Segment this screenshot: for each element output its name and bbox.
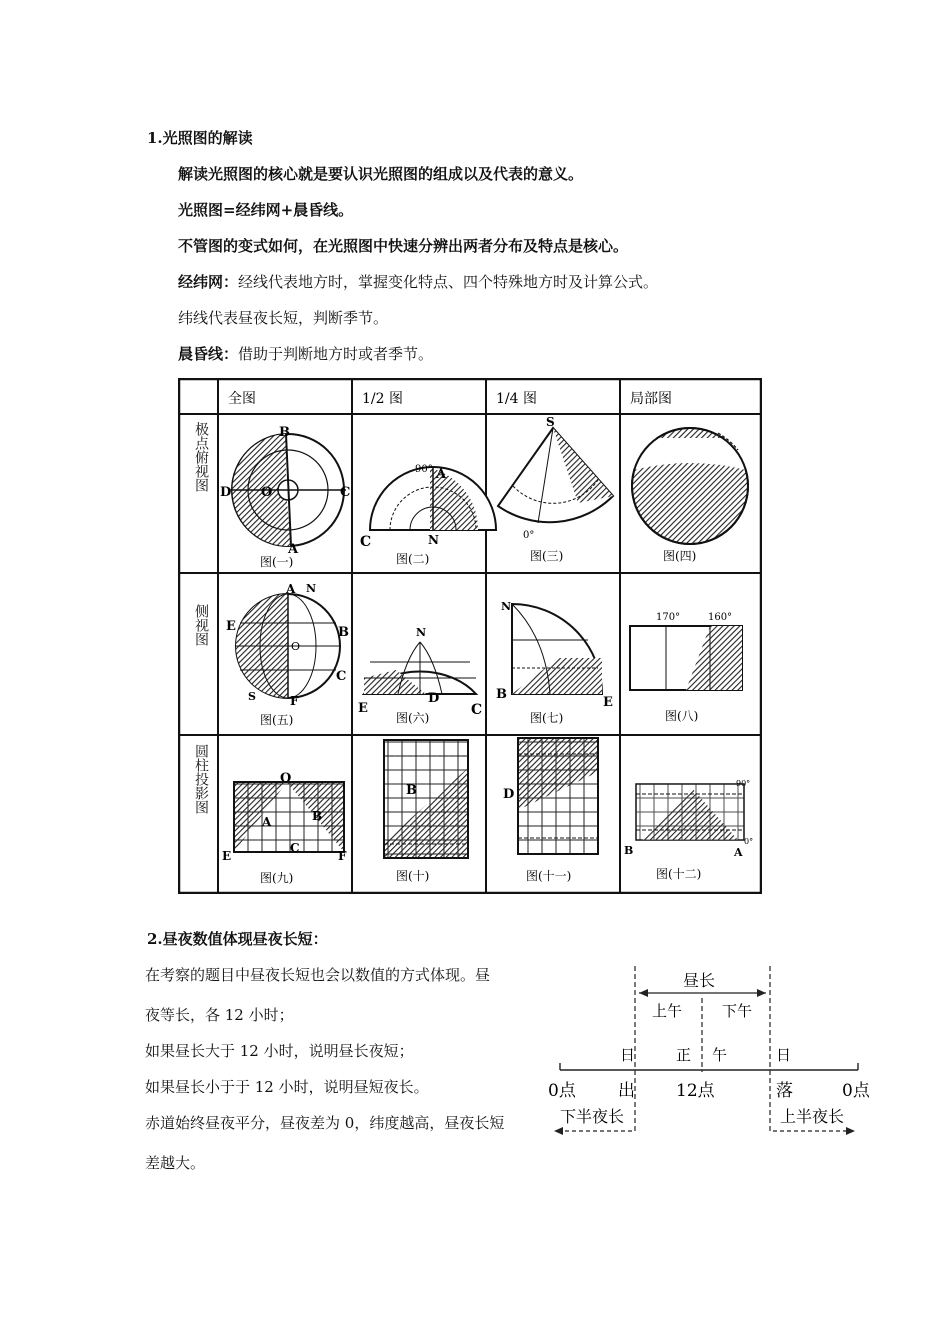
label-second-half-night: 下半夜长 [560,1107,625,1126]
f9-label-O: O [280,771,292,786]
row-header-polar: 极点俯视图 [193,422,209,492]
col-header-half: 1/2 图 [362,391,403,407]
f6-label-E: E [358,701,368,716]
section2-title: 2.昼夜数值体现昼夜长短： [147,930,328,948]
f11-label-D: D [503,787,515,802]
f1-label-C: C [340,485,351,500]
f8-label-170: 170° [656,612,681,623]
f2-label-A: A [436,467,447,482]
col-header-partial: 局部图 [630,391,672,407]
col-header-quarter: 1/4 图 [496,391,537,407]
f5-label-A: A [286,582,296,596]
caption-8: 图(八) [665,709,699,723]
f12-label-A: A [734,846,743,859]
f1-label-D: D [220,485,232,500]
f9-label-E: E [222,849,232,863]
f5-label-B: B [338,625,349,640]
f5-label-S: S [248,690,256,703]
caption-12: 图(十二) [656,867,702,881]
f1-label-A: A [288,542,299,557]
section1-line1: 解读光照图的核心就是要认识光照图的组成以及代表的意义。 [178,165,584,183]
f9-label-C: C [290,841,300,855]
f12-label-90: 90° [736,779,751,788]
label-zero-left: 0点 [548,1081,576,1101]
caption-2: 图(二) [396,552,430,566]
section2-para3: 如果昼长小于于 12 小时，说明昼短夜长。 [145,1078,429,1096]
f8-label-160: 160° [708,612,733,623]
f1-label-O: O [261,485,273,500]
section1-line3: 不管图的变式如何，在光照图中快速分辨出两者分布及特点是核心。 [178,237,629,255]
section2-para2: 如果昼长大于 12 小时，说明昼长夜短； [145,1042,414,1060]
section2-para4a: 赤道始终昼夜平分，昼夜差为 0，纬度越高，昼夜长短 [145,1114,505,1132]
f3-label-S: S [546,415,555,429]
section2-para4b: 差越大。 [145,1154,206,1172]
section1-line4 [178,271,658,292]
f6-label-C: C [471,702,483,718]
graticule-label: 经纬网： [178,273,239,291]
f5-label-N: N [306,582,317,595]
f2-label-N: N [428,533,439,547]
caption-5: 图(五) [260,713,294,727]
label-sunset-bottom: 落 [776,1081,793,1101]
section2-para1a: 在考察的题目中昼夜长短也会以数值的方式体现。昼 [145,966,491,984]
caption-6: 图(六) [396,711,430,725]
row-header-side: 侧视图 [193,604,209,646]
f9-label-B: B [312,809,323,823]
label-zero-right: 0点 [842,1081,870,1101]
label-noon: 12点 [676,1081,715,1101]
row-header-cylinder: 圆柱投影图 [193,744,209,814]
f7-label-E: E [603,695,613,710]
section1-line2: 光照图=经纬网+晨昏线。 [178,201,354,219]
f10-label-B: B [406,783,417,798]
f5-label-O: O [291,640,301,653]
section2-para1b: 夜等长，各 12 小时； [145,1006,294,1024]
f3-label-0: 0° [523,530,535,541]
f12-label-0: 0° [744,837,754,846]
f2-label-C: C [360,534,372,550]
f1-label-B: B [279,425,290,440]
f9-label-F: F [338,849,347,863]
f6-label-N: N [416,626,427,639]
f9-label-A: A [262,815,272,829]
col-header-full: 全图 [228,391,256,407]
label-noon-left: 正 [676,1046,692,1064]
caption-11: 图(十一) [526,869,572,883]
illumination-figures-table [178,378,762,894]
label-first-half-night: 上半夜长 [780,1107,845,1126]
section1-line5: 纬线代表昼夜长短，判断季节。 [178,309,389,327]
terminator-label: 晨昏线： [178,345,239,363]
section1-line6 [178,343,433,364]
f6-label-D: D [428,691,440,706]
f12-label-B: B [624,844,634,857]
label-sunset-top: 日 [776,1046,792,1064]
label-morning: 上午 [652,1002,683,1020]
label-afternoon: 下午 [722,1002,753,1020]
f5-label-C: C [336,669,347,684]
f7-label-N: N [501,600,512,613]
caption-3: 图(三) [530,549,564,563]
f5-label-F: F [290,694,299,708]
caption-10: 图(十) [396,869,430,883]
caption-4: 图(四) [663,549,697,563]
caption-7: 图(七) [530,711,564,725]
label-day-length: 昼长 [683,971,716,990]
f7-label-B: B [496,687,507,702]
f5-label-E: E [226,619,236,634]
section1-title: 1.光照图的解读 [147,129,253,147]
label-sunrise-top: 日 [620,1046,636,1064]
label-noon-right: 午 [712,1046,728,1064]
graticule-text: 经线代表地方时，掌握变化特点、四个特殊地方时及计算公式。 [238,273,659,291]
terminator-text: 借助于判断地方时或者季节。 [238,345,434,363]
caption-9: 图(九) [260,871,294,885]
f2-label-90: 90° [415,464,433,475]
day-night-timeline [540,962,880,1140]
label-sunrise-bottom: 出 [618,1081,635,1101]
caption-1: 图(一) [260,555,294,569]
